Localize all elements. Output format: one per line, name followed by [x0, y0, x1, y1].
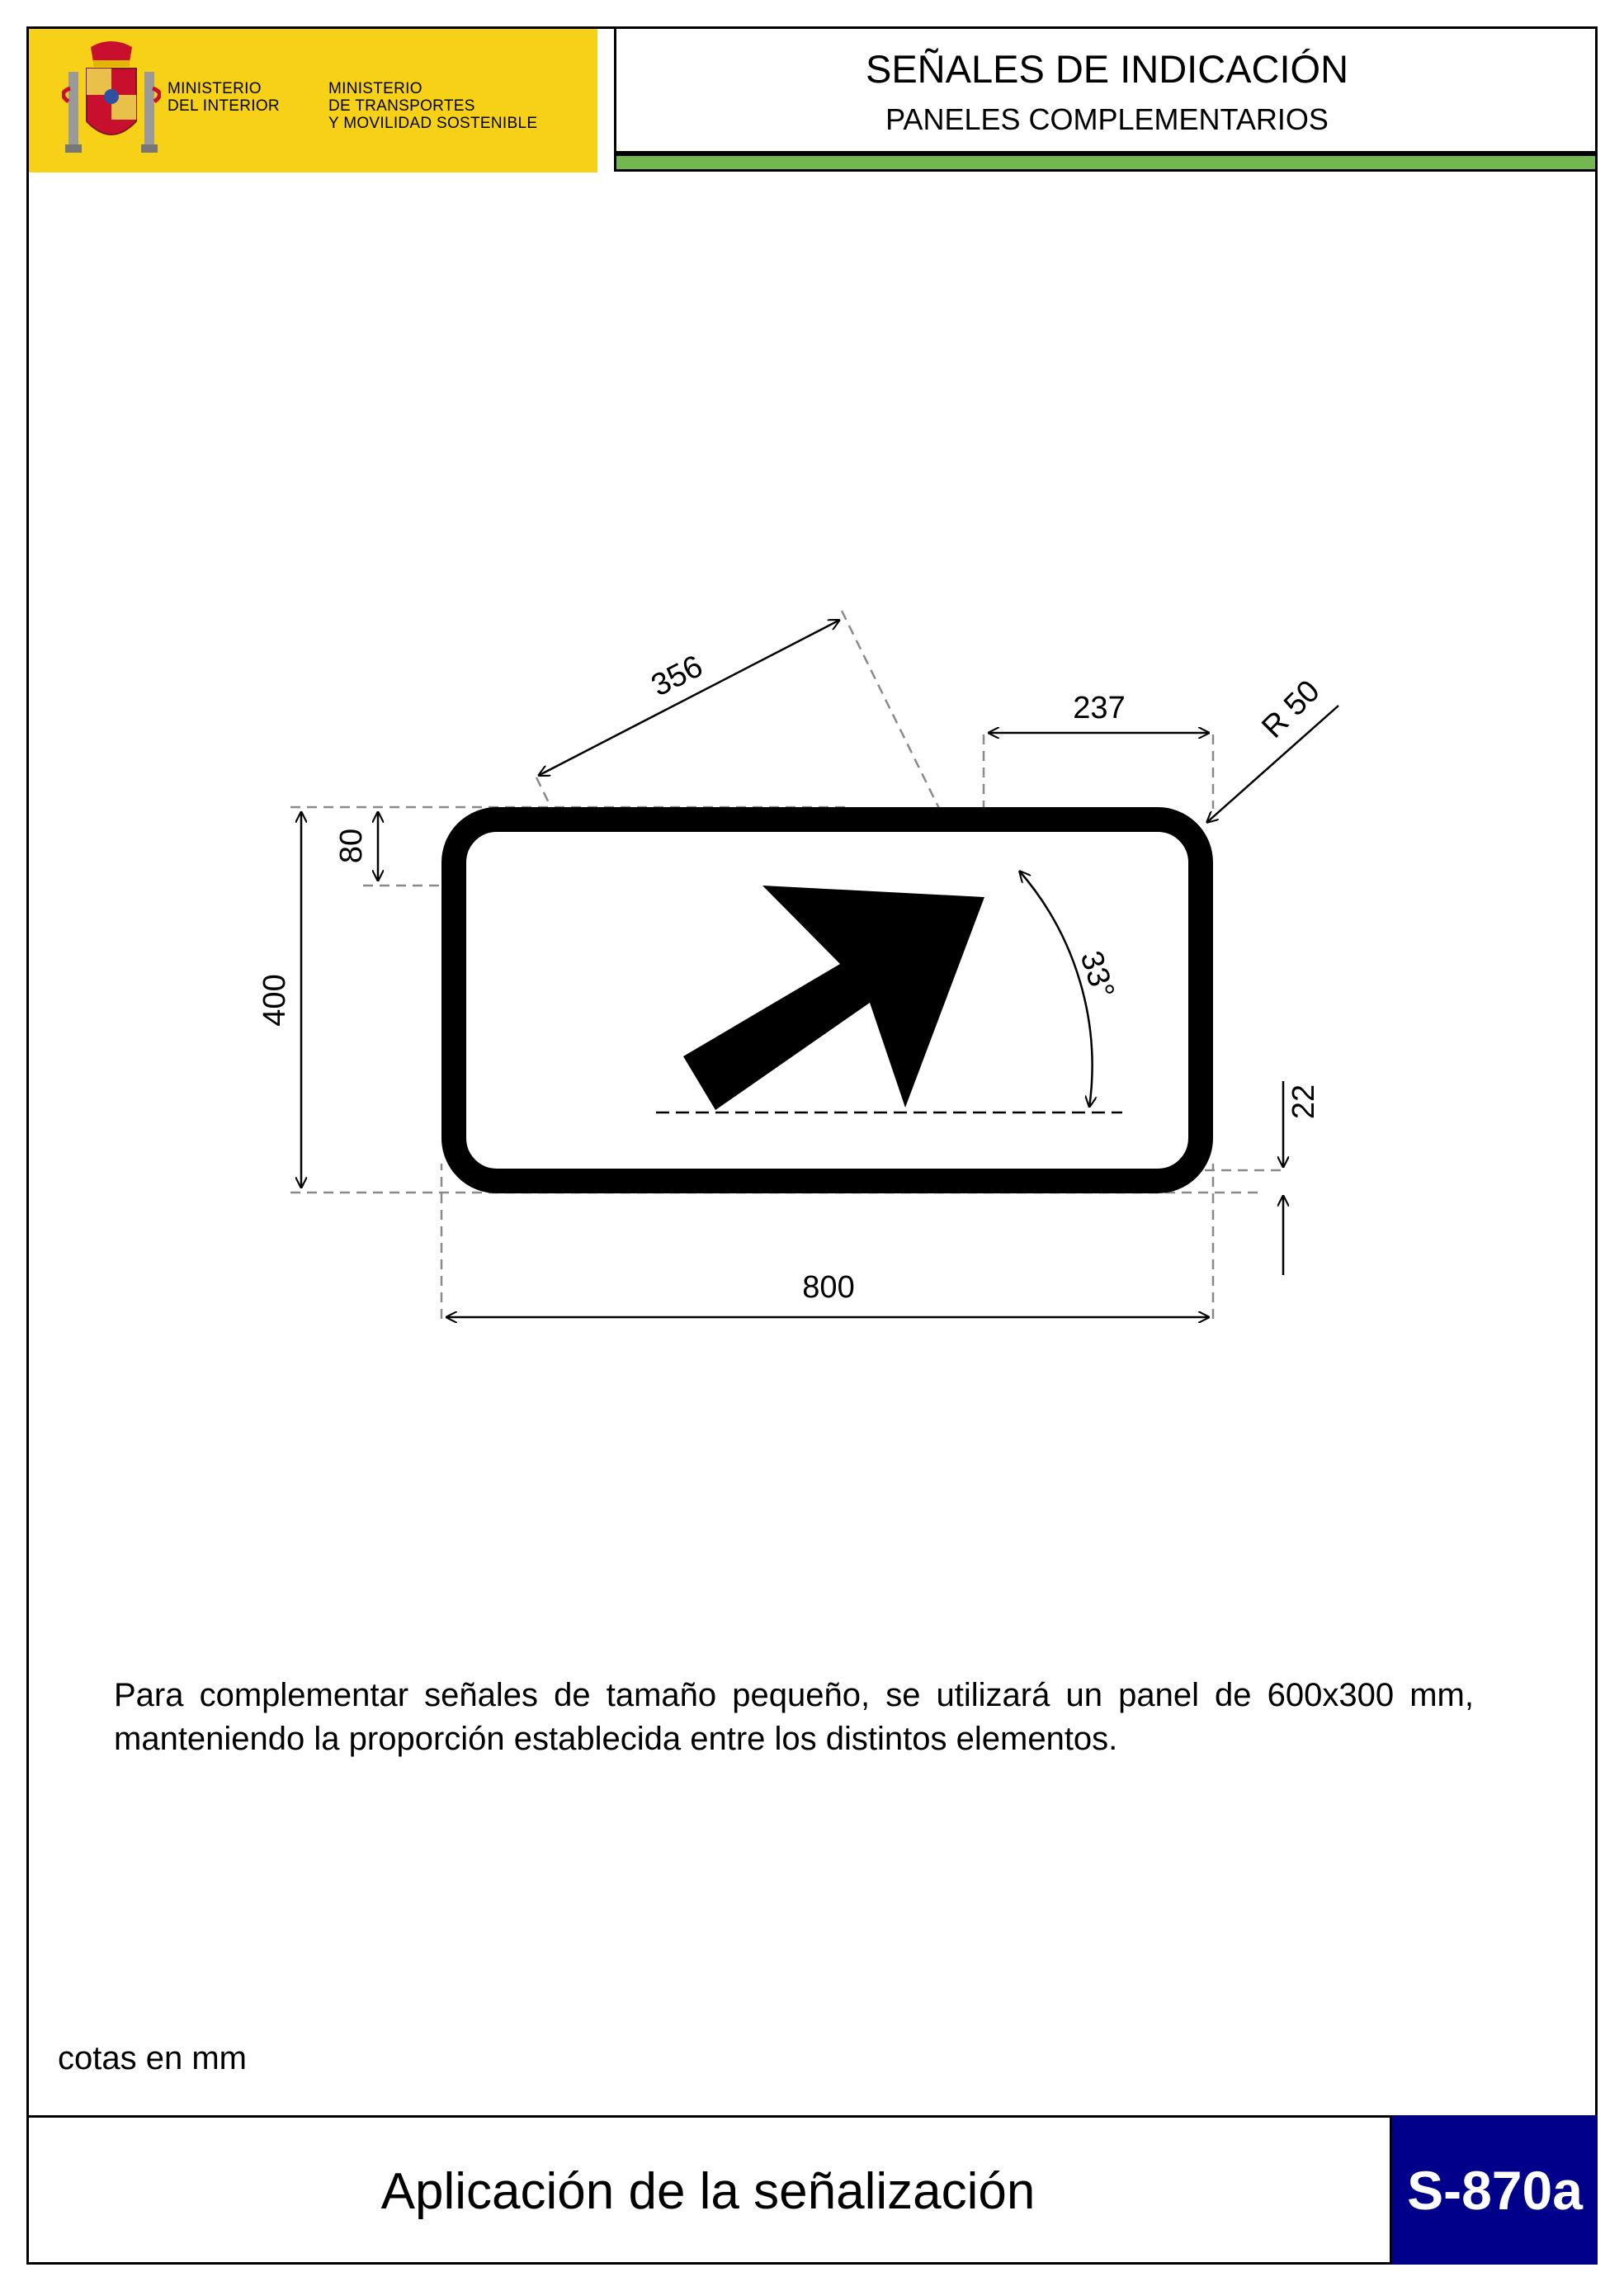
dim-top-label: 80	[334, 828, 369, 864]
description-text: Para complementar señales de tamaño pequeño, se utilizará un panel de 600x300 mm, manteniendo la proporción establecida entre los distintos elementos.	[114, 1677, 1474, 1757]
page-title: SEÑALES DE INDICACIÓN	[865, 47, 1349, 91]
units-note: cotas en mm	[58, 2040, 247, 2076]
sign-code-badge: S-870a	[1390, 2115, 1598, 2265]
dim-width-label: 800	[802, 1270, 855, 1305]
dim-arrow-length-label: 356	[645, 649, 709, 704]
dim-height-label: 400	[257, 974, 292, 1027]
page-subtitle: PANELES COMPLEMENTARIOS	[885, 102, 1329, 136]
dim-angle-label: 33°	[1073, 947, 1121, 1004]
dim-arrow-length-line	[538, 620, 840, 776]
footer-title: Aplicación de la señalización	[380, 2162, 1036, 2220]
dim-radius-label: R 50	[1255, 673, 1327, 745]
dim-border-label: 22	[1286, 1084, 1321, 1120]
dim-head-label: 237	[1073, 691, 1126, 725]
ministry-interior-name: MINISTERIO DEL INTERIOR	[168, 80, 280, 115]
ministry-transport-name: MINISTERIO DE TRANSPORTES Y MOVILIDAD SOSTENIBLE	[328, 80, 538, 132]
